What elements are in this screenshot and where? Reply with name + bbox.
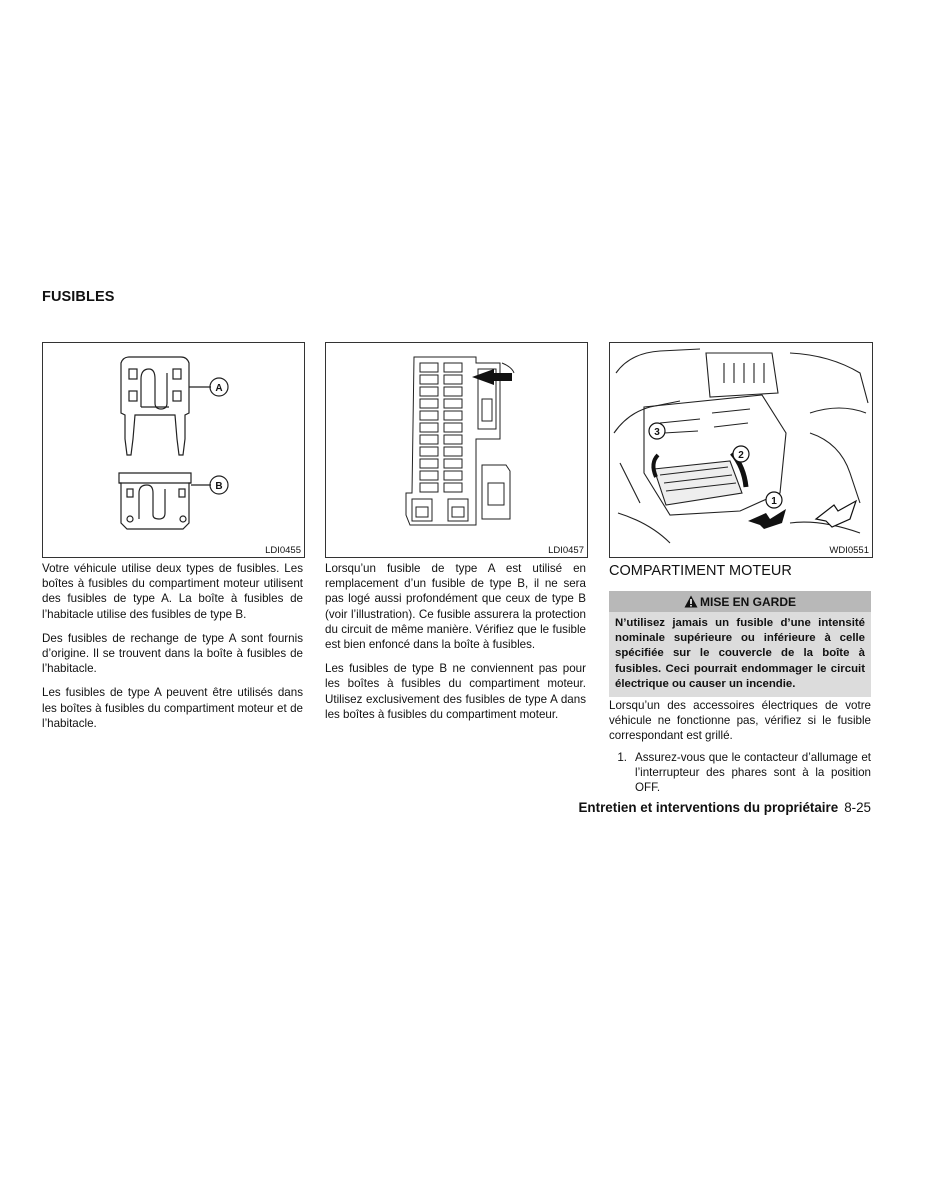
figure-interior-fuse-box (325, 342, 588, 558)
page-footer (560, 800, 871, 815)
fuse-types-illustration (43, 343, 304, 557)
warning-box (609, 591, 871, 697)
figure-code: LDI0457 (548, 545, 584, 556)
paragraph: Lorsqu’un fusible de type A est utilisé en remplacement d’un fusible de type B, il ne sera pas logé aussi profondément que ceux de type B (voir l’illustration). Ce fusible assurera la protection du circuit de même manière. Vérifiez que le fusible est bien enfoncé dans la boîte à fusibles. (325, 562, 586, 652)
arrow-icon (748, 509, 786, 529)
svg-text:B: B (215, 481, 223, 492)
warning-triangle-icon (684, 595, 698, 608)
step-number: 1. (617, 750, 627, 764)
figure-engine-fuse-box (609, 342, 873, 558)
middle-column (325, 561, 586, 731)
paragraph: Des fusibles de rechange de type A sont fournis d’origine. Il se trouvent dans la boîte à fusibles de l’habitacle. (42, 631, 303, 676)
svg-text:2: 2 (738, 450, 744, 461)
figure-code: WDI0551 (829, 545, 869, 556)
interior-fuse-box-illustration (326, 343, 587, 557)
step-text: Assurez-vous que le contacteur d’allumage et l’interrupteur des phares sont à la position OFF. (635, 750, 871, 795)
left-column (42, 561, 303, 740)
section-title: FUSIBLES (42, 289, 115, 305)
chapter-title: Entretien et interventions du propriétaire (578, 800, 839, 815)
paragraph: Lorsqu’un des accessoires électriques de votre véhicule ne fonctionne pas, vérifiez si le fusible correspondant est grillé. (609, 699, 871, 743)
step-item (609, 750, 871, 796)
warning-text: N’utilisez jamais un fusible d’une intensité nominale supérieure ou inférieure à celle spécifiée sur le couvercle de la boîte à fusibles. Ceci pourrait endommager le circuit électrique ou causer un incendie. (615, 617, 865, 690)
svg-text:A: A (215, 383, 223, 394)
svg-text:3: 3 (654, 427, 660, 438)
page-number: 8-25 (844, 800, 871, 815)
paragraph: Les fusibles de type B ne conviennent pas pour les boîtes à fusibles du compartiment moteur. Utilisez exclusivement des fusibles de type A dans les boîtes à fusibles du compartiment moteur. (325, 662, 586, 721)
paragraph: Les fusibles de type A peuvent être utilisés dans les boîtes à fusibles du compartiment moteur et de l’habitacle. (42, 686, 303, 730)
right-column-text (609, 698, 871, 795)
figure-code: LDI0455 (265, 545, 301, 556)
engine-fuse-box-illustration (610, 343, 872, 557)
subsection-heading: COMPARTIMENT MOTEUR (609, 563, 792, 579)
paragraph: Votre véhicule utilise deux types de fusibles. Les boîtes à fusibles du compartiment moteur utilisent des fusibles de type A. La boîte à fusibles de l’habitacle utilise des fusibles de type B. (42, 562, 303, 621)
svg-text:1: 1 (771, 496, 777, 507)
warning-title: MISE EN GARDE (699, 594, 796, 609)
warning-header (609, 591, 871, 612)
figure-fuse-types (42, 342, 305, 558)
